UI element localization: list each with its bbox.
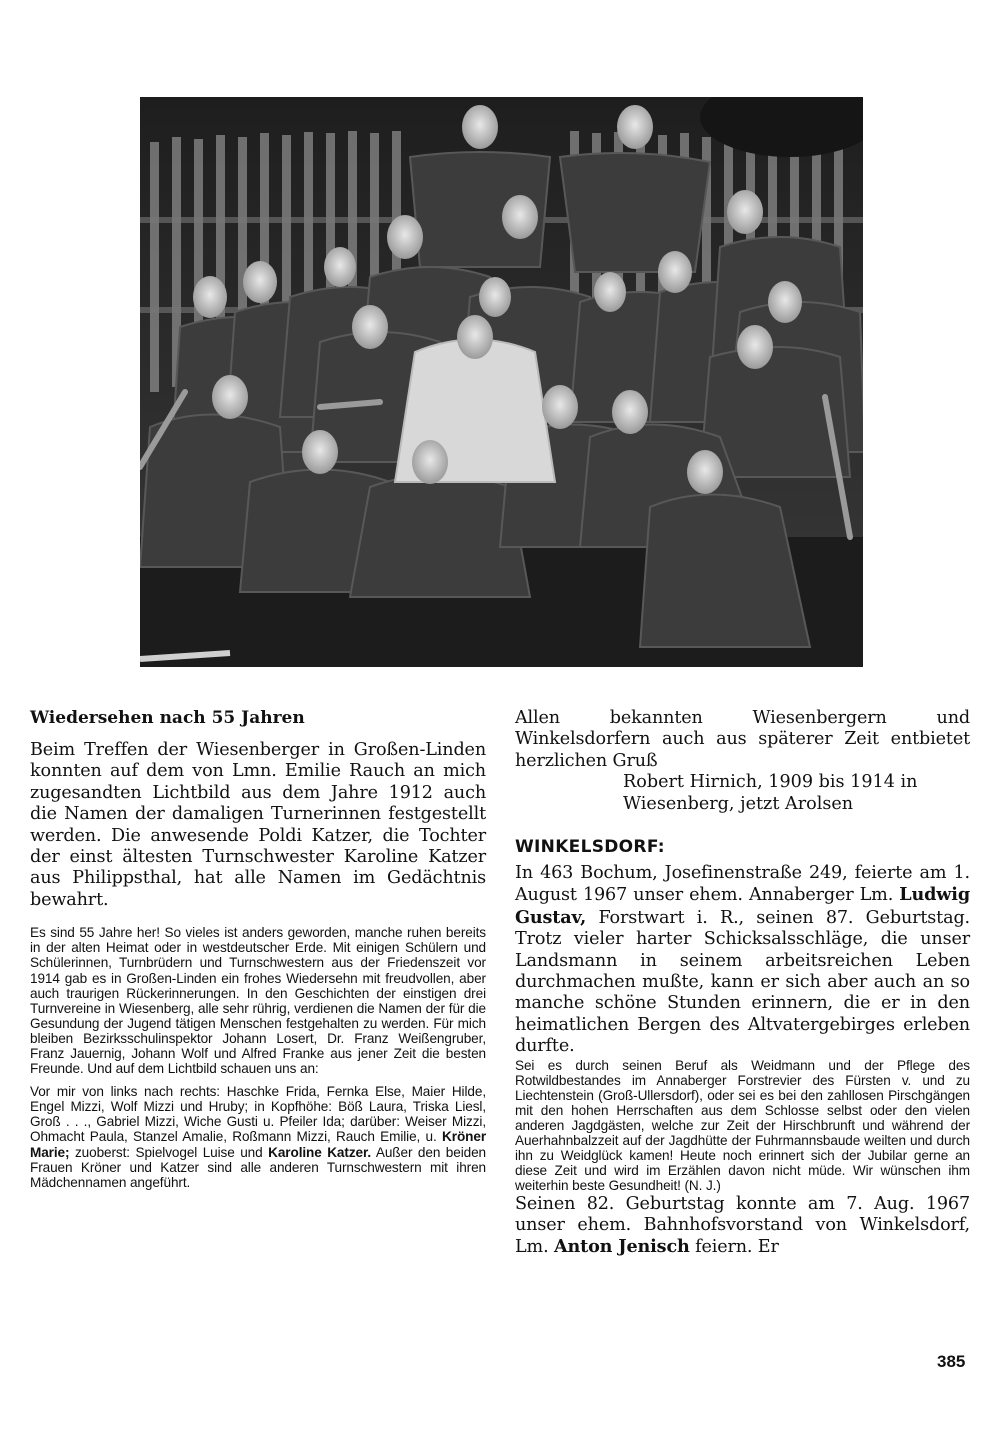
article-intro: Beim Treffen der Wiesenberger in Großen-Linden konnten auf dem von Lmn. Emilie Rauch an mich zugesandten Lichtbild aus dem Jahre 1912 auch die Namen der damaligen Turnerinnen festgestellt werden. Die anwesende Poldi Katzer, die Tochter der einst ältesten Turnschwester Karoline Katzer aus Philippsthal, hat alle Namen im Gedächtnis bewahrt. (30, 740, 486, 910)
bold-name: Karoline Katzer. (268, 1144, 372, 1160)
article-paragraph: Es sind 55 Jahre her! So vieles ist anders geworden, manche ruhen bereits in der alten Heimat oder in westdeutscher Erde. Mit einigen Schülern und Schülerinnen, Turnbrüdern und Turnschwestern aus der Friedenszeit vor 1914 gab es in Großen-Linden ein frohes Wiedersehn mit freudvollen, aber auch traurigen Rückerinnerungen. In den Geschichten der einstigen drei Turnvereine in Wiesenberg, alle sehr rührig, verdienen die Namen der für die Gesundung der Jugend tätigen Menschen festgehalten zu werden. Für mich bleiben Bezirksschulinspektor Johann Losert, Dr. Franz Weißengruber, Franz Jauernig, Johann Wolf und Alfred Franke aus jener Zeit die besten Freunde. Und auf dem Lichtbild schauen uns an: (30, 925, 486, 1077)
birthday-paragraph (515, 863, 970, 1058)
paragraph-text: Forstwart i. R., seinen 87. Geburtstag. Trotz vieler harter Schicksalsschläge, die unser Landsmann in seinem arbeitsreichen Leben durchmachen mußte, kann er sich aber auch an so manche schöne Stunden erinnern, die er in den heimatlichen Bergen des Altvatergebirges erleben durfte. (515, 907, 970, 1057)
signature-line: Wiesenberg, jetzt Arolsen (623, 793, 854, 814)
bold-name: Ludwig Gustav, (515, 884, 970, 928)
bold-name: Anton Jenisch (553, 1236, 690, 1258)
detail-paragraph: Sei es durch seinen Beruf als Weidmann und der Pflege des Rotwildbestandes im Annaberger Forstrevier des Fürsten v. und zu Liechtenstein (Groß-Ullersdorf), oder sei es bei den zahllosen Pirschgängen mit den hohen Herrschaften aus dem Schlosse selbst oder den vielen anderen Jagdgästen, welche zur Zeit der Hirschbrunft und während der Auerhahnbalzzeit auf der Jagdhütte der Fuhrmannsbaude weilten und durch ihn zu Weidglück kamen! Heute noch erinnert sich der Jubilar gerne an diese Zeit und wird im Erzählen davon nicht müde. Wir wünschen ihm weiterhin beste Gesundheit! (N. J.) (515, 1057, 970, 1194)
page-number: 385 (937, 1352, 966, 1371)
birthday-paragraph (515, 1194, 970, 1259)
paragraph-text: In 463 Bochum, Josefinenstraße 249, feierte am 1. August 1967 unser ehem. Annaberger Lm. (515, 863, 970, 906)
signature-line: Robert Hirnich, 1909 bis 1914 in (623, 772, 918, 793)
names-text: zuoberst: Spielvogel Luise und (74, 1144, 263, 1160)
names-paragraph (30, 1084, 486, 1190)
group-photo (140, 97, 863, 667)
paragraph-text: Seinen 82. Geburtstag konnte am 7. Aug. 1967 unser ehem. Bahnhofsvorstand von Winkelsdorf, Lm. (515, 1193, 970, 1258)
paragraph-text: feiern. Er (695, 1237, 779, 1258)
greeting-paragraph: Allen bekannten Wiesenbergern und Winkelsdorfern auch aus späterer Zeit entbietet herzlichen Gruß (515, 708, 970, 771)
right-column (515, 708, 970, 1259)
article-headline: Wiedersehen nach 55 Jahren (30, 708, 305, 728)
names-text: Vor mir von links nach rechts: Haschke Frida, Fernka Else, Maier Hilde, Engel Mizzi, Wolf Mizzi und Hruby; in Kopfhöhe: Böß Laura, Triska Liesl, Groß . . ., Gabriel Mizzi, Wiche Gusti u. Pfeiler Ida; darüber: Weiser Mizzi, Ohmacht Paula, Stanzel Amalie, Roßmann Mizzi, Rauch Emilie, u. (30, 1084, 486, 1145)
left-column (30, 708, 486, 1190)
names-text: Außer den beiden Frauen Kröner und Katzer sind alle anderen Turnschwestern mit ihren Mädchennamen angeführt. (30, 1144, 487, 1190)
bold-name: Kröner Marie; (30, 1129, 487, 1160)
group-photo-gymnasts-icon (140, 97, 863, 667)
section-heading: WINKELSDORF: (515, 837, 665, 858)
